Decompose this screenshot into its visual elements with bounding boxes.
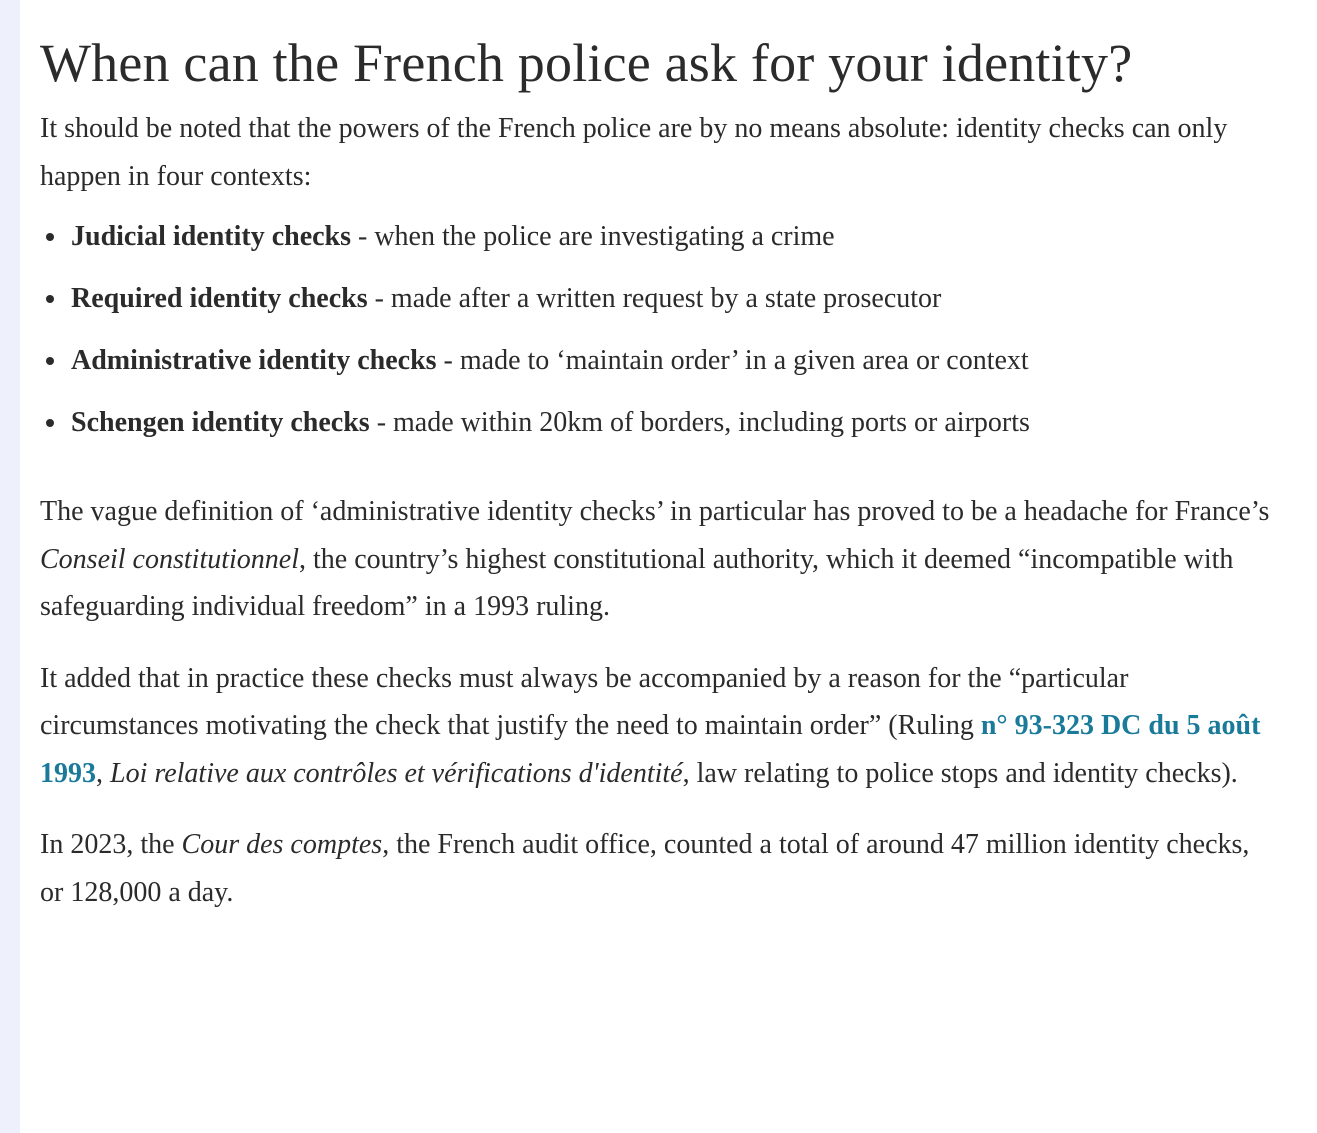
bullet-icon xyxy=(46,357,54,365)
section-heading: When can the French police ask for your identity? xyxy=(40,33,1133,93)
identity-check-list xyxy=(40,212,1270,448)
text-run: , the country’s highest constitutional authority, which it deemed “incompatible with safeguarding individual freedom” in a 1993 ruling. xyxy=(40,543,1234,622)
list-item xyxy=(40,336,1270,386)
check-term: Judicial identity checks xyxy=(71,221,352,252)
text-run: In 2023, the xyxy=(40,829,182,860)
check-description: - made to ‘maintain order’ in a given area or context xyxy=(436,345,1029,376)
text-run: , the French audit office, counted a total of around 47 million identity checks, or 128,000 a day. xyxy=(40,829,1250,908)
check-term: Required identity checks xyxy=(71,283,368,314)
bullet-icon xyxy=(46,295,54,303)
italic-term: Cour des comptes xyxy=(181,829,383,860)
list-item xyxy=(40,212,1270,262)
ruling-link[interactable]: n° 93-323 DC du 5 août 1993 xyxy=(40,710,1261,789)
article-body xyxy=(40,32,1270,916)
bullet-icon xyxy=(46,419,54,427)
check-description: - made within 20km of borders, including ports or airports xyxy=(369,407,1030,438)
list-item xyxy=(40,398,1270,448)
ruling-paragraph xyxy=(40,655,1270,798)
check-term: Schengen identity checks xyxy=(71,407,370,438)
check-description: - made after a written request by a state prosecutor xyxy=(367,283,942,314)
italic-law-title: Loi relative aux contrôles et vérifications d'identité xyxy=(110,757,683,789)
left-sidebar-strip xyxy=(0,0,20,1133)
list-item xyxy=(40,274,1270,324)
check-term: Administrative identity checks xyxy=(71,345,437,376)
text-run: It added that in practice these checks must always be accompanied by a reason for the “particular circumstances motivating the check that justify the need to maintain order” (Ruling xyxy=(40,662,1129,741)
text-run: The vague definition of ‘administrative identity checks’ in particular has proved to be a headache for France’s xyxy=(40,496,1270,527)
text-run: , law relating to police stops and identity checks). xyxy=(682,757,1238,789)
check-description: - when the police are investigating a crime xyxy=(351,221,835,252)
bullet-icon xyxy=(46,233,54,241)
text-run: , xyxy=(96,757,110,789)
statistics-paragraph xyxy=(40,821,1270,916)
administrative-checks-paragraph xyxy=(40,488,1270,631)
intro-paragraph: It should be noted that the powers of the French police are by no means absolute: identity checks can only happen in four contexts: xyxy=(40,113,1228,192)
italic-term: Conseil constitutionnel xyxy=(40,543,299,575)
